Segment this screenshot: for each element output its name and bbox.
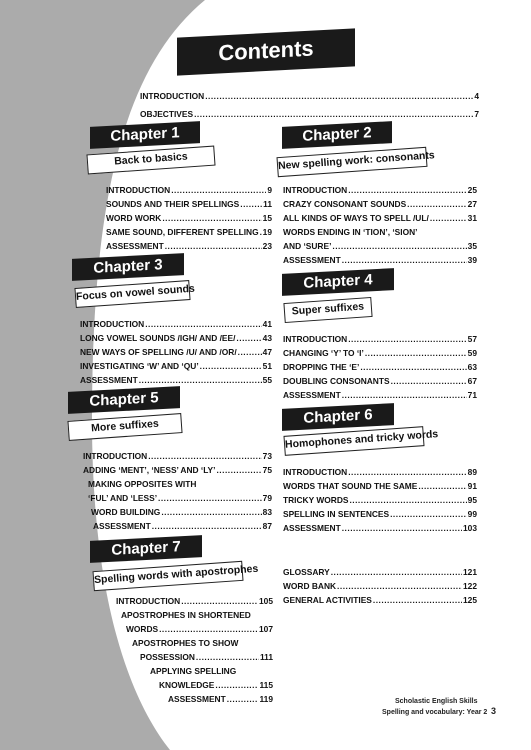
toc-entry-line: WORDS ENDING IN ‘TION’, ‘SION’ <box>283 227 418 237</box>
toc-entry[interactable]: NEW WAYS OF SPELLING /U/ AND /OR/ ..... 47 <box>80 346 272 358</box>
toc-entry[interactable]: INTRODUCTION ..... 73 <box>83 450 272 462</box>
chapter-6-subtitle: Homophones and tricky words <box>283 426 424 456</box>
toc-entry[interactable]: DOUBLING CONSONANTS ..... 67 <box>283 375 477 387</box>
toc-entry[interactable]: SPELLING IN SENTENCES ..... 99 <box>283 508 477 520</box>
toc-entry[interactable]: WORD BANK ..... 122 <box>283 580 477 592</box>
toc-entry[interactable]: ASSESSMENT ..... 71 <box>283 389 477 401</box>
toc-entry[interactable]: INTRODUCTION ..... 9 <box>106 184 272 196</box>
toc-entry-line: MAKING OPPOSITES WITH <box>88 479 197 489</box>
chapter-2-subtitle: New spelling work: consonants <box>276 147 427 177</box>
toc-entry-line: APPLYING SPELLING <box>150 666 237 676</box>
toc-entry[interactable]: INTRODUCTION ..... 57 <box>283 333 477 345</box>
footer-book-title: Spelling and vocabulary: Year 2 <box>382 709 488 716</box>
toc-entry[interactable]: GENERAL ACTIVITIES ..... 125 <box>283 594 477 606</box>
toc-entry[interactable]: INTRODUCTION ..... 105 <box>116 595 273 607</box>
toc-entry[interactable]: POSSESSION ..... 111 <box>140 651 273 663</box>
toc-entry[interactable]: ADDING ‘MENT’, ‘NESS’ AND ‘LY’ ..... 75 <box>83 464 272 476</box>
toc-entry[interactable]: AND ‘SURE’ ..... 35 <box>283 240 477 252</box>
footer-page-number: 3 <box>491 706 497 716</box>
chapter-4-subtitle: Super suffixes <box>283 297 372 323</box>
toc-entry[interactable]: OBJECTIVES ..... 7 <box>140 108 479 120</box>
toc-entry[interactable]: INTRODUCTION ..... 41 <box>80 318 272 330</box>
toc-entry[interactable]: ASSESSMENT ..... 55 <box>80 374 272 386</box>
toc-entry[interactable]: WORDS THAT SOUND THE SAME ..... 91 <box>283 480 477 492</box>
toc-entry[interactable]: ASSESSMENT ..... 103 <box>283 522 477 534</box>
toc-entry[interactable]: WORD BUILDING ..... 83 <box>91 506 272 518</box>
toc-entry[interactable]: CHANGING ‘Y’ TO ‘I’ ..... 59 <box>283 347 477 359</box>
chapter-1-banner: Chapter 1 <box>90 121 200 149</box>
chapter-3-subtitle: Focus on vowel sounds <box>74 280 190 308</box>
toc-entry[interactable]: INTRODUCTION ..... 25 <box>283 184 477 196</box>
chapter-2-banner: Chapter 2 <box>282 121 392 149</box>
chapter-1-subtitle: Back to basics <box>86 146 215 175</box>
toc-entry[interactable]: ALL KINDS OF WAYS TO SPELL /UL/ ..... 31 <box>283 212 477 224</box>
chapter-4-banner: Chapter 4 <box>282 268 394 296</box>
chapter-5-banner: Chapter 5 <box>68 386 180 414</box>
toc-entry[interactable]: INTRODUCTION ..... 4 <box>140 90 479 102</box>
toc-entry-line: APOSTROPHES TO SHOW <box>132 638 239 648</box>
toc-entry[interactable]: WORD WORK ..... 15 <box>106 212 272 224</box>
toc-entry[interactable]: ASSESSMENT ..... 23 <box>106 240 272 252</box>
toc-entry[interactable]: SOUNDS AND THEIR SPELLINGS ..... 11 <box>106 198 272 210</box>
toc-entry[interactable]: CRAZY CONSONANT SOUNDS ..... 27 <box>283 198 477 210</box>
toc-entry[interactable]: ASSESSMENT ..... 87 <box>93 520 272 532</box>
toc-entry[interactable]: SAME SOUND, DIFFERENT SPELLING ..... 19 <box>106 226 272 238</box>
toc-entry[interactable]: DROPPING THE ‘E’ ..... 63 <box>283 361 477 373</box>
toc-entry[interactable]: TRICKY WORDS ..... 95 <box>283 494 477 506</box>
toc-entry[interactable]: KNOWLEDGE ..... 115 <box>159 679 273 691</box>
toc-entry[interactable]: GLOSSARY ..... 121 <box>283 566 477 578</box>
toc-entry[interactable]: LONG VOWEL SOUNDS /IGH/ AND /EE/ ..... 43 <box>80 332 272 344</box>
chapter-7-subtitle: Spelling words with apostrophes <box>92 561 243 591</box>
toc-entry-line: APOSTROPHES IN SHORTENED <box>121 610 251 620</box>
toc-entry[interactable]: INTRODUCTION ..... 89 <box>283 466 477 478</box>
chapter-5-subtitle: More suffixes <box>67 413 182 441</box>
chapter-7-banner: Chapter 7 <box>90 535 202 563</box>
toc-entry[interactable]: INVESTIGATING ‘W’ AND ‘QU’ ..... 51 <box>80 360 272 372</box>
footer-series: Scholastic English Skills <box>395 698 478 705</box>
chapter-6-banner: Chapter 6 <box>282 403 394 431</box>
toc-entry[interactable]: ‘FUL’ AND ‘LESS’ ..... 79 <box>88 492 272 504</box>
toc-entry[interactable]: WORDS ..... 107 <box>126 623 273 635</box>
chapter-3-banner: Chapter 3 <box>72 253 184 281</box>
toc-entry[interactable]: ASSESSMENT ..... 119 <box>168 693 273 705</box>
toc-entry[interactable]: ASSESSMENT ..... 39 <box>283 254 477 266</box>
page-title: Contents <box>218 35 314 66</box>
